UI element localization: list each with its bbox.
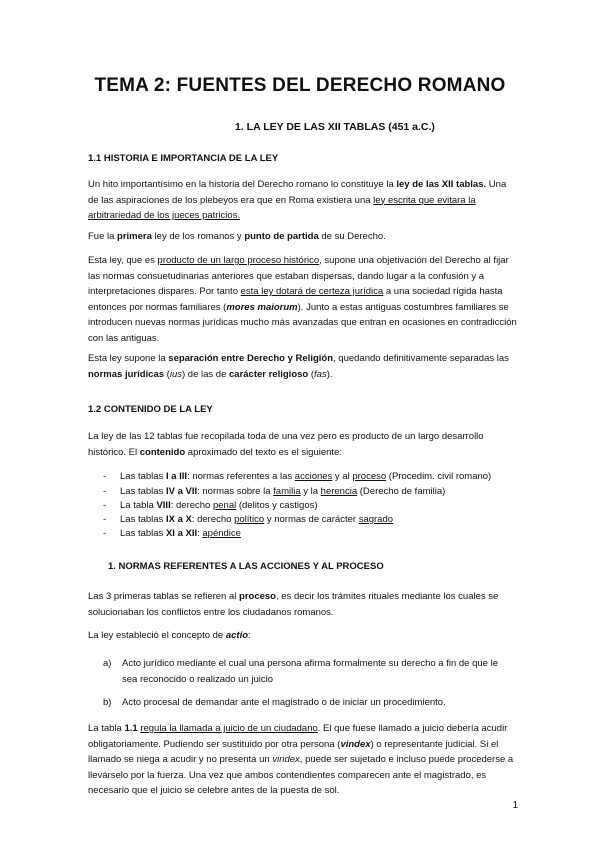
list-item: - Las tablas IX a X: derecho político y normas de carácter sagrado [103, 514, 394, 525]
numbered-heading-normas: 1. NORMAS REFERENTES A LAS ACCIONES Y AL PROCESO [108, 561, 384, 572]
list-item: - Las tablas I a III: normas referentes a las acciones y al proceso (Procedim. civil romano) [103, 471, 492, 482]
lettered-item-a: a) Acto jurídico mediante el cual una persona afirma formalmente su derecho a fin de que le sea reconocido o realizado un juicio [103, 658, 498, 685]
subsection-heading-1-1: 1.1 HISTORIA E IMPORTANCIA DE LA LEY [88, 153, 279, 164]
paragraph-primera-ley: Fue la primera ley de los romanos y punto de partida de su Derecho. [88, 231, 386, 242]
page-number: 1 [512, 800, 518, 811]
lettered-item-b: b) Acto procesal de demandar ante el magistrado o de iniciar un procedimiento. [103, 697, 446, 708]
section-heading-1: 1. LA LEY DE LAS XII TABLAS (451 a.C.) [235, 121, 435, 133]
paragraph-contenido: La ley de las 12 tablas fue recopilada toda de una vez pero es producto de un largo desarrollo histórico. El contenido aproximado del texto es el siguiente: [88, 431, 484, 458]
list-item: - Las tablas XI a XII: apéndice [103, 528, 241, 539]
list-item: - Las tablas IV a VII: normas sobre la familia y la herencia (Derecho de familia) [103, 486, 446, 497]
paragraph-tabla-1-1: La tabla 1.1 regula la llamada a juicio de un ciudadano. El que fuese llamado a juicio debería acudir obligatoriamente. Pudiendo ser sustituido por otra persona (vindex) o representante judicial. Si el llamado se niega a acudir y no presenta un vindex, puede ser sujetado e incluso puede procederse a llevárselo por la fuerza. Una vez que ambos contendientes comparecen ante el magistrado, es necesario que el juicio se celebre antes de la puesta de sol. [88, 723, 514, 796]
subsection-heading-1-2: 1.2 CONTENIDO DE LA LEY [88, 404, 213, 415]
paragraph-separacion: Esta ley supone la separación entre Derecho y Religión, quedando definitivamente separadas las normas jurídicas (ius) de las de carácter religioso (fas). [88, 353, 509, 380]
paragraph-actio: La ley estableció el concepto de actio: [88, 630, 251, 641]
paragraph-proceso: Las 3 primeras tablas se refieren al proceso, es decir los trámites rituales mediante los cuales se solucionaban los conflictos entre los ciudadanos romanos. [88, 591, 499, 618]
page-title: TEMA 2: FUENTES DEL DERECHO ROMANO [94, 75, 506, 96]
paragraph-hito: Un hito importantísimo en la historia del Derecho romano lo constituye la ley de las XII tablas. Una de las aspiraciones de los plebeyos era que en Roma existiera una ley escrita que evitara la arbitrariedad de los jueces patricios. [88, 179, 507, 221]
list-item: - La tabla VIII: derecho penal (delitos y castigos) [103, 500, 318, 511]
paragraph-producto: Esta ley, que es producto de un largo proceso histórico, supone una objetivación del Derecho al fijar las normas consuetudinarias anteriores que estaban dispersas, dando lugar a la confusión y a interpretaciones dispares. Por tanto esta ley dotará de certeza jurídica a una sociedad rígida hasta entonces por normas familiares (mores maiorum). Junto a estas antiguas costumbres familiares se introducen nuevas normas jurídicas mucho más avanzadas que entran en ocasiones en contradicción con las antiguas. [88, 255, 517, 344]
